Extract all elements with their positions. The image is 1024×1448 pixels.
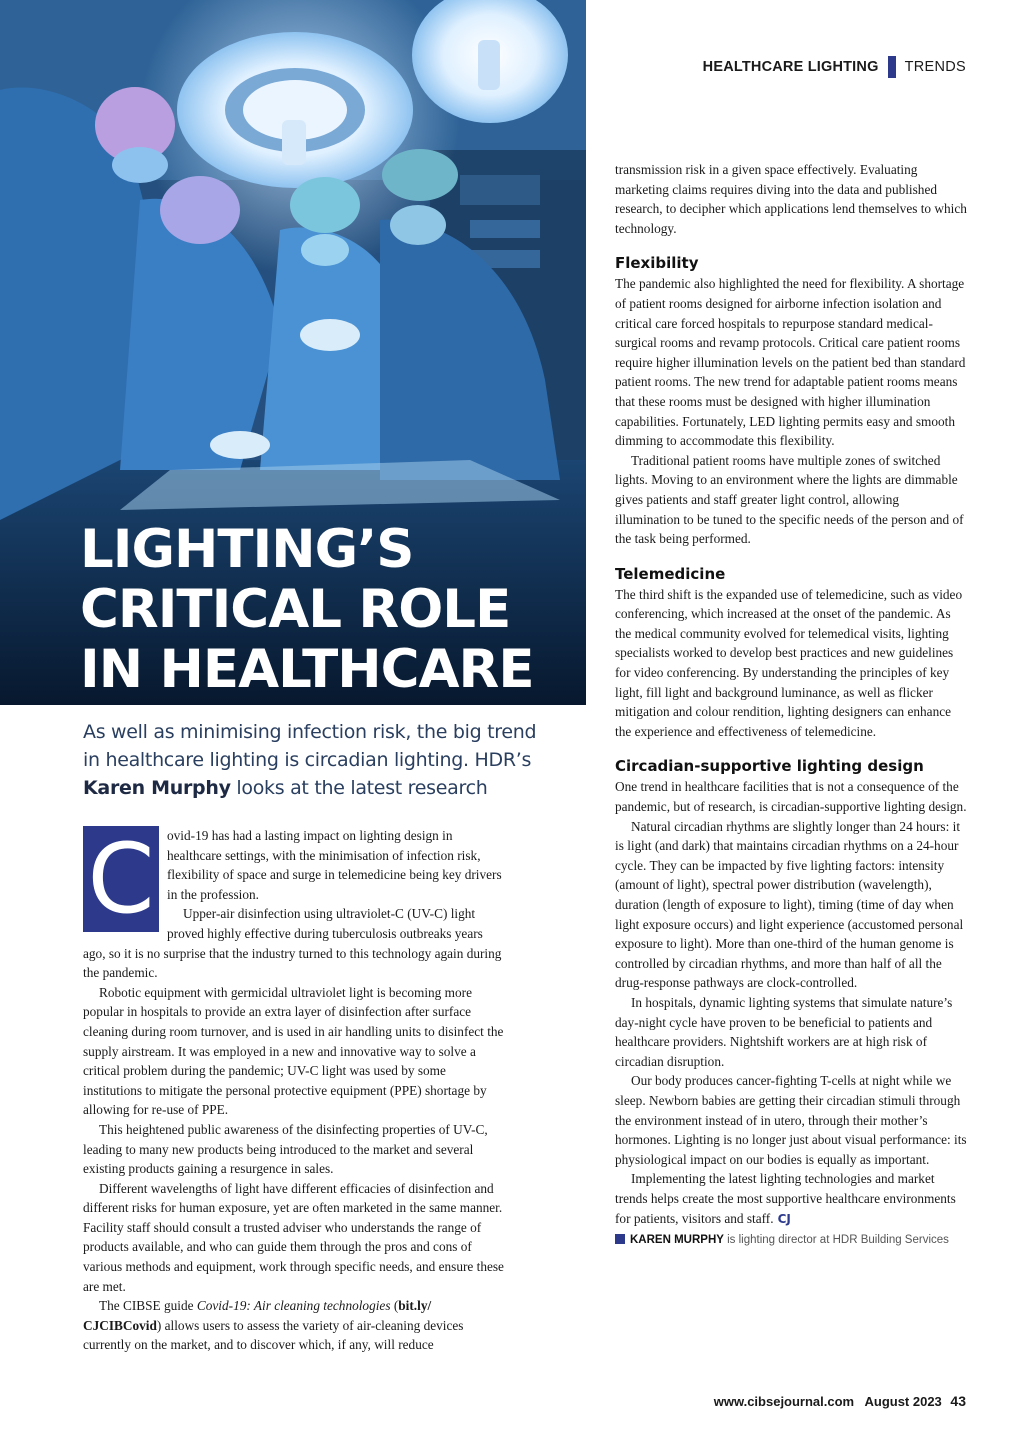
right-column: [615, 160, 967, 1251]
section-subcategory: TRENDS: [904, 59, 966, 75]
author-bio: [615, 1231, 967, 1251]
hero-image: [0, 0, 586, 705]
section-divider: [888, 56, 896, 78]
footer-website[interactable]: www.cibsejournal.com: [713, 1394, 855, 1409]
body-paragraph: The pandemic also highlighted the need for flexibility. A shortage of patient rooms designed for airborne infection isolation and critical care forced hospitals to repurpose standard medical-surgical rooms and revamp protocols. Critical care patient rooms require higher illumination levels on the patient bed than standard patient rooms. The new trend for adaptable patient rooms means that these rooms must be designed with higher illumination capabilities. Fortunately, LED lighting permits easy and smooth dimming to accommodate this flexibility.: [615, 276, 966, 449]
section-label: [703, 56, 966, 78]
body-paragraph: Our body produces cancer-fighting T-cells at night while we sleep. Newborn babies are getting their circadian stimuli through the environment instead of in utero, through their mother’s hormones. Lighting is no longer just about visual performance: its physiological impact on our bodies is equally as important.: [615, 1073, 967, 1167]
body-paragraph: Upper-air disinfection using ultraviolet-C (UV-C) light proved highly effective during tuberculosis outbreaks years ago, so it is no surprise that the industry turned to this technology again during the pandemic.: [83, 906, 502, 981]
paragraph-text: (: [390, 1298, 399, 1314]
subheading-circadian: Circadian-supportive lighting design: [615, 757, 924, 776]
body-paragraph: [83, 1296, 508, 1355]
author-name: KAREN MURPHY: [630, 1234, 724, 1247]
bio-square-icon: [615, 1234, 625, 1244]
body-paragraph: Natural circadian rhythms are slightly longer than 24 hours: it is light (and dark) that maintains circadian rhythms on a 24-hour cycle. They can be impacted by five lighting factors: intensity (amount of light), spectral power distribution (wavelength), duration (length of exposure to light), timing (time of day when light exposure occurs) and light experience (accustomed personal exposure to light). More than one-third of the human genome is controlled by circadian rhythms, and more than half of all the drug-response pathways are clock-controlled.: [615, 818, 964, 991]
standfirst-text-end: looks at the latest research: [230, 777, 488, 799]
body-paragraph: The third shift is the expanded use of telemedicine, such as video conferencing, which increased at the onset of the pandemic. As the medical community evolved for telemedical visits, lighting specialists worked to develop best practices and new guidelines for video conferencing. By understanding the principles of key light, fill light and background luminance, as well as flicker mitigation and colour rendition, lighting designers can enhance the experience and effectiveness of telemedicine.: [615, 586, 963, 739]
title-line: CRITICAL ROLE: [80, 579, 511, 640]
subheading-flexibility: Flexibility: [615, 254, 699, 273]
paragraph-text: The CIBSE guide: [99, 1298, 197, 1314]
body-paragraph: In hospitals, dynamic lighting systems that simulate nature’s day-night cycle have proven to be beneficial to patients and healthcare providers. Nightshift workers are at high risk of circadian disruption.: [615, 994, 953, 1069]
subheading-telemedicine: Telemedicine: [615, 564, 726, 583]
standfirst: [83, 718, 553, 802]
author-role: is lighting director at HDR Building Services: [723, 1234, 949, 1247]
footer-issue: August 2023: [864, 1394, 942, 1409]
standfirst-text: As well as minimising infection risk, the big trend in healthcare lighting is circadian lighting. HDR’s: [83, 721, 537, 771]
body-paragraph: This heightened public awareness of the disinfecting properties of UV-C, leading to many new products being introduced to the market and several existing products gaining a resurgence in sales.: [83, 1121, 488, 1177]
body-paragraph: [615, 1169, 967, 1229]
body-paragraph: transmission risk in a given space effectively. Evaluating marketing claims requires diving into the data and published research, to decipher which applications lend themselves to which technology.: [615, 162, 967, 236]
body-paragraph: Robotic equipment with germicidal ultraviolet light is becoming more popular in hospitals to provide an extra layer of disinfection after surface cleaning during room turnover, and is used in air handling units to disinfect the supply airstream. It was employed in a new and innovative way to solve a critical problem during the pandemic; UV-C light was used by some institutions to mitigate the personal protective equipment (PPE) shortage by allowing for re-use of PPE.: [83, 984, 504, 1118]
standfirst-author: Karen Murphy: [83, 777, 231, 799]
title-line: LIGHTING’S: [80, 519, 414, 580]
drop-cap: C: [83, 826, 159, 932]
left-column: [83, 823, 508, 1355]
paragraph-text: ) allows users to assess the variety of air-cleaning devices currently on the market, and to discover which, if any, will reduce: [83, 1317, 464, 1353]
body-paragraph: Different wavelengths of light have different efficacies of disinfection and different risks for human exposure, yet are often marketed in the same manner. Facility staff should consult a trusted adviser who understands the range of products available, and who can guide them through the pros and cons of various methods and equipment, work through specific needs, and ensure these are met.: [83, 1180, 504, 1294]
article-title: [80, 520, 580, 700]
body-paragraph: One trend in healthcare facilities that is not a consequence of the pandemic, but of research, is circadian-supportive lighting design.: [615, 779, 967, 815]
title-line: IN HEALTHCARE: [80, 639, 534, 700]
body-paragraph: Traditional patient rooms have multiple zones of switched lights. Moving to an environment where the lights are dimmable gives patients and staff greater light control, allowing illumination to be tuned to the specific needs of the person and of the task being performed.: [615, 452, 964, 547]
guide-title: Covid-19: Air cleaning technologies: [196, 1298, 391, 1314]
end-mark: CJ: [777, 1211, 791, 1226]
section-category: HEALTHCARE LIGHTING: [702, 59, 879, 75]
paragraph-text: Implementing the latest lighting technologies and market trends helps create the most supportive healthcare environments for patients, visitors and staff.: [615, 1171, 956, 1226]
page-number: 43: [950, 1393, 966, 1409]
body-paragraph: ovid-19 has had a lasting impact on lighting design in healthcare settings, with the minimisation of infection risk, flexibility of space and surge in telemedicine being key drivers in the profession.: [167, 828, 502, 902]
guide-link[interactable]: bit.ly/ CJCIBCovid: [83, 1298, 432, 1333]
page-footer: [714, 1393, 966, 1409]
